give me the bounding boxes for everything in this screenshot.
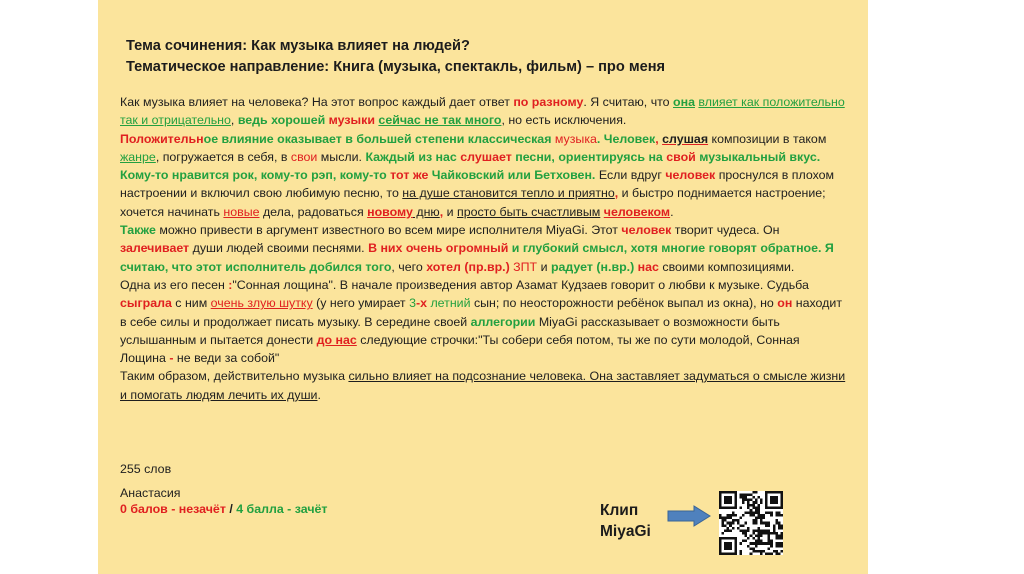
text-segment: , [230,113,238,128]
text-segment: человек [621,223,672,238]
text-segment: . [670,204,674,219]
text-segment: влияет как положительно [698,95,845,109]
text-segment: залечивает [120,241,190,256]
author-name: Анастасия [120,486,181,500]
essay-topic: Тема сочинения: Как музыка влияет на людей? [126,38,470,54]
text-segment: по разному [513,95,584,109]
text-segment: музыкальный вкус. Кому-то нравится рок, кому-то рэп, кому-то [120,149,821,183]
text-segment: Чайковский или Бетховен. [428,168,596,183]
paragraph-intro [120,93,846,221]
text-segment: "Сонная лощина". В начале произведения автор Азамат Кудзаев говорит о любви к музыке. Судьба [232,277,809,292]
text-segment: слушая [662,131,709,146]
text-segment: новые [223,204,260,219]
text-segment: , но есть исключения. [501,113,627,128]
clip-label [600,500,651,542]
text-segment: Если вдруг [595,168,666,183]
text-segment: Как музыка влияет на человека? На этот вопрос каждый дает ответ [120,95,514,109]
thematic-direction: Тематическое направление: Книга (музыка, спектакль, фильм) – про меня [126,59,666,75]
text-segment: души людей своими песнями. [189,241,369,256]
text-segment: дню [412,204,440,219]
text-segment: до нас [316,332,357,347]
text-segment: , чего [391,259,427,274]
text-segment: 3 [409,296,416,311]
text-segment: сын; по неосторожности ребёнок выпал из окна), но [470,296,778,311]
grade-line [120,500,440,518]
text-segment: следующие строчки:"Ты собери себя потом, ты же по сути молодой, Сонная Лощина [120,332,800,366]
text-segment: творит чудеса. Он [671,223,780,238]
right-arrow-icon [667,505,711,527]
paragraph-conclusion [120,367,846,404]
grade-fail: 0 балов - незачёт [120,502,226,516]
text-segment: аллегории [470,314,536,329]
text-segment: просто быть счастливым [457,204,601,219]
text-segment: , [655,131,663,146]
text-segment: музыки [328,113,375,128]
text-segment: Таким образом, действительно музыка [120,369,349,384]
text-segment: : [228,277,233,292]
text-segment: хотел (пр.вр.) [426,259,510,274]
text-segment: Положительн [120,131,204,146]
text-segment: он [777,296,793,311]
text-segment: Одна из его песен [120,277,229,292]
text-segment: тот же [390,168,429,183]
clip-label-line1: Клип [600,502,639,519]
text-segment: не веди за собой" [173,351,280,366]
text-segment: В них очень огромный [368,241,509,256]
text-segment: и [537,259,551,274]
text-segment: ое влияние оказывает в большей степени классическая [203,131,555,146]
text-segment: песни, ориентируясь на [511,149,667,164]
text-segment: , [439,204,444,219]
text-segment: Каждый из нас [365,149,461,164]
text-segment: она [673,95,695,109]
text-segment: с ним [171,296,211,311]
text-segment: свои [290,149,318,164]
text-segment: и глубокий смысл, хотя многие говорят обратное. Я считаю, что этот исполнитель добился того [120,241,834,274]
text-segment: радует (н.вр.) [550,259,635,274]
text-segment: мысли. [317,149,366,164]
text-segment: слушает [460,149,512,164]
text-segment: своими композициями. [658,259,795,274]
text-segment: и быстро поднимается настроение; хочется начинать [120,186,826,219]
text-segment: и [443,204,457,219]
text-segment: нас [637,259,659,274]
text-segment: ЗПТ [513,259,538,274]
text-segment: , погружается в себя, в [155,149,291,164]
text-segment: . Человек [596,131,656,146]
text-segment: музыка [554,131,597,146]
text-segment: так и отрицательно [120,113,231,128]
text-segment: находит в себе силы и продолжает писать музыку. В середине своей [120,296,842,329]
paragraph-song [120,276,846,367]
text-segment: (у него умирает [312,296,410,311]
qr-code-icon[interactable] [719,491,783,555]
text-segment: сейчас не так много [378,113,502,128]
essay-text [120,93,846,404]
text-segment: дела, радоваться [259,204,368,219]
text-segment: человек [665,168,716,183]
grade-pass: 4 балла - зачёт [236,502,328,516]
text-segment: человеком [603,204,671,219]
text-segment: - [169,351,174,366]
text-segment: ведь хорошей [237,113,326,128]
text-segment: жанре [120,149,156,164]
text-segment: композиции в таком [708,131,827,146]
text-segment: -х [415,296,427,311]
paragraph-argument [120,221,846,276]
text-segment: проснулся в плохом настроении и включил свою любимую песню, то [120,168,835,201]
text-segment: Также [120,223,156,238]
text-segment: . Я считаю, что [583,95,674,109]
text-segment: MiyaGi рассказывает о возможности быть услышанным и пытается донести [120,314,780,347]
text-segment: новому [367,204,413,219]
clip-label-line2: MiyaGi [600,523,651,540]
text-segment: свой [666,149,696,164]
grade-separator: / [225,502,237,516]
text-segment: летний [427,296,471,311]
page-title [126,36,846,78]
word-count: 255 слов [120,462,172,476]
text-segment: можно привести в аргумент известного во всем мире исполнителя MiyaGi. Этот [155,223,622,238]
text-segment: очень злую шутку [210,296,313,311]
text-segment: , [614,186,619,201]
text-segment: на душе становится тепло и приятно [402,186,615,201]
text-segment: . [317,387,321,402]
text-segment: сыграла [120,296,172,311]
text-segment: сильно влияет на подсознание человека. Она заставляет задуматься о смысле жизни и помогать людям лечить их души [120,369,846,402]
